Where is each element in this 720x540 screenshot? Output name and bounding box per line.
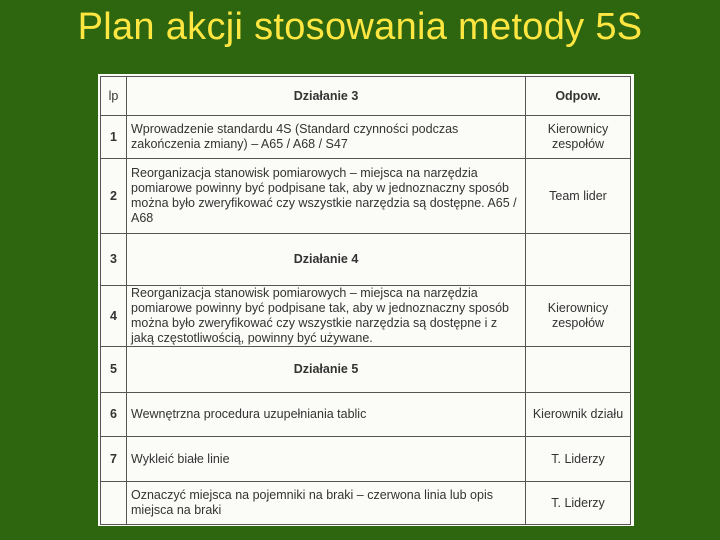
- row-responsible: Team lider: [526, 159, 631, 234]
- row-text: Reorganizacja stanowisk pomiarowych – miejsca na narzędzia pomiarowe powinny być podpisane tak, aby w jednoznaczny sposób można było zweryfikować czy wszystkie narzędzia są dostępne i z jaką częstotliwością, powinny być używane.: [127, 286, 526, 347]
- table-row: [101, 437, 631, 482]
- row-number: 5: [101, 347, 127, 393]
- row-number: 3: [101, 234, 127, 286]
- header-lp: lp: [101, 77, 127, 116]
- row-text: Wewnętrzna procedura uzupełniania tablic: [127, 393, 526, 437]
- table-row: [101, 286, 631, 347]
- header-action: Działanie 3: [127, 77, 526, 116]
- row-responsible: [526, 347, 631, 393]
- table-row: [101, 116, 631, 159]
- row-number: 4: [101, 286, 127, 347]
- table-row: [101, 393, 631, 437]
- header-responsible: Odpow.: [526, 77, 631, 116]
- table-header-row: [101, 77, 631, 116]
- table-section-row: [101, 234, 631, 286]
- row-number: 1: [101, 116, 127, 159]
- table-section-row: [101, 347, 631, 393]
- row-responsible: Kierownicy zespołów: [526, 286, 631, 347]
- row-text: Reorganizacja stanowisk pomiarowych – miejsca na narzędzia pomiarowe powinny być podpisane tak, aby w jednoznaczny sposób można było zweryfikować czy wszystkie narzędzia są dostępne. A65 / A68: [127, 159, 526, 234]
- row-text: Oznaczyć miejsca na pojemniki na braki – czerwona linia lub opis miejsca na braki: [127, 482, 526, 525]
- action-plan-table: [100, 76, 631, 525]
- row-responsible: T. Liderzy: [526, 482, 631, 525]
- row-number: 7: [101, 437, 127, 482]
- row-responsible: Kierownik działu: [526, 393, 631, 437]
- row-number: 6: [101, 393, 127, 437]
- table-row: [101, 482, 631, 525]
- row-text: Wprowadzenie standardu 4S (Standard czynności podczas zakończenia zmiany) – A65 / A68 / S47: [127, 116, 526, 159]
- row-responsible: T. Liderzy: [526, 437, 631, 482]
- action-plan-document: [98, 74, 634, 526]
- row-responsible: Kierownicy zespołów: [526, 116, 631, 159]
- section-heading: Działanie 5: [127, 347, 526, 393]
- row-text: Wykleić białe linie: [127, 437, 526, 482]
- section-heading: Działanie 4: [127, 234, 526, 286]
- row-number: [101, 482, 127, 525]
- table-row: [101, 159, 631, 234]
- row-number: 2: [101, 159, 127, 234]
- slide-title: Plan akcji stosowania metody 5S: [77, 6, 643, 48]
- row-responsible: [526, 234, 631, 286]
